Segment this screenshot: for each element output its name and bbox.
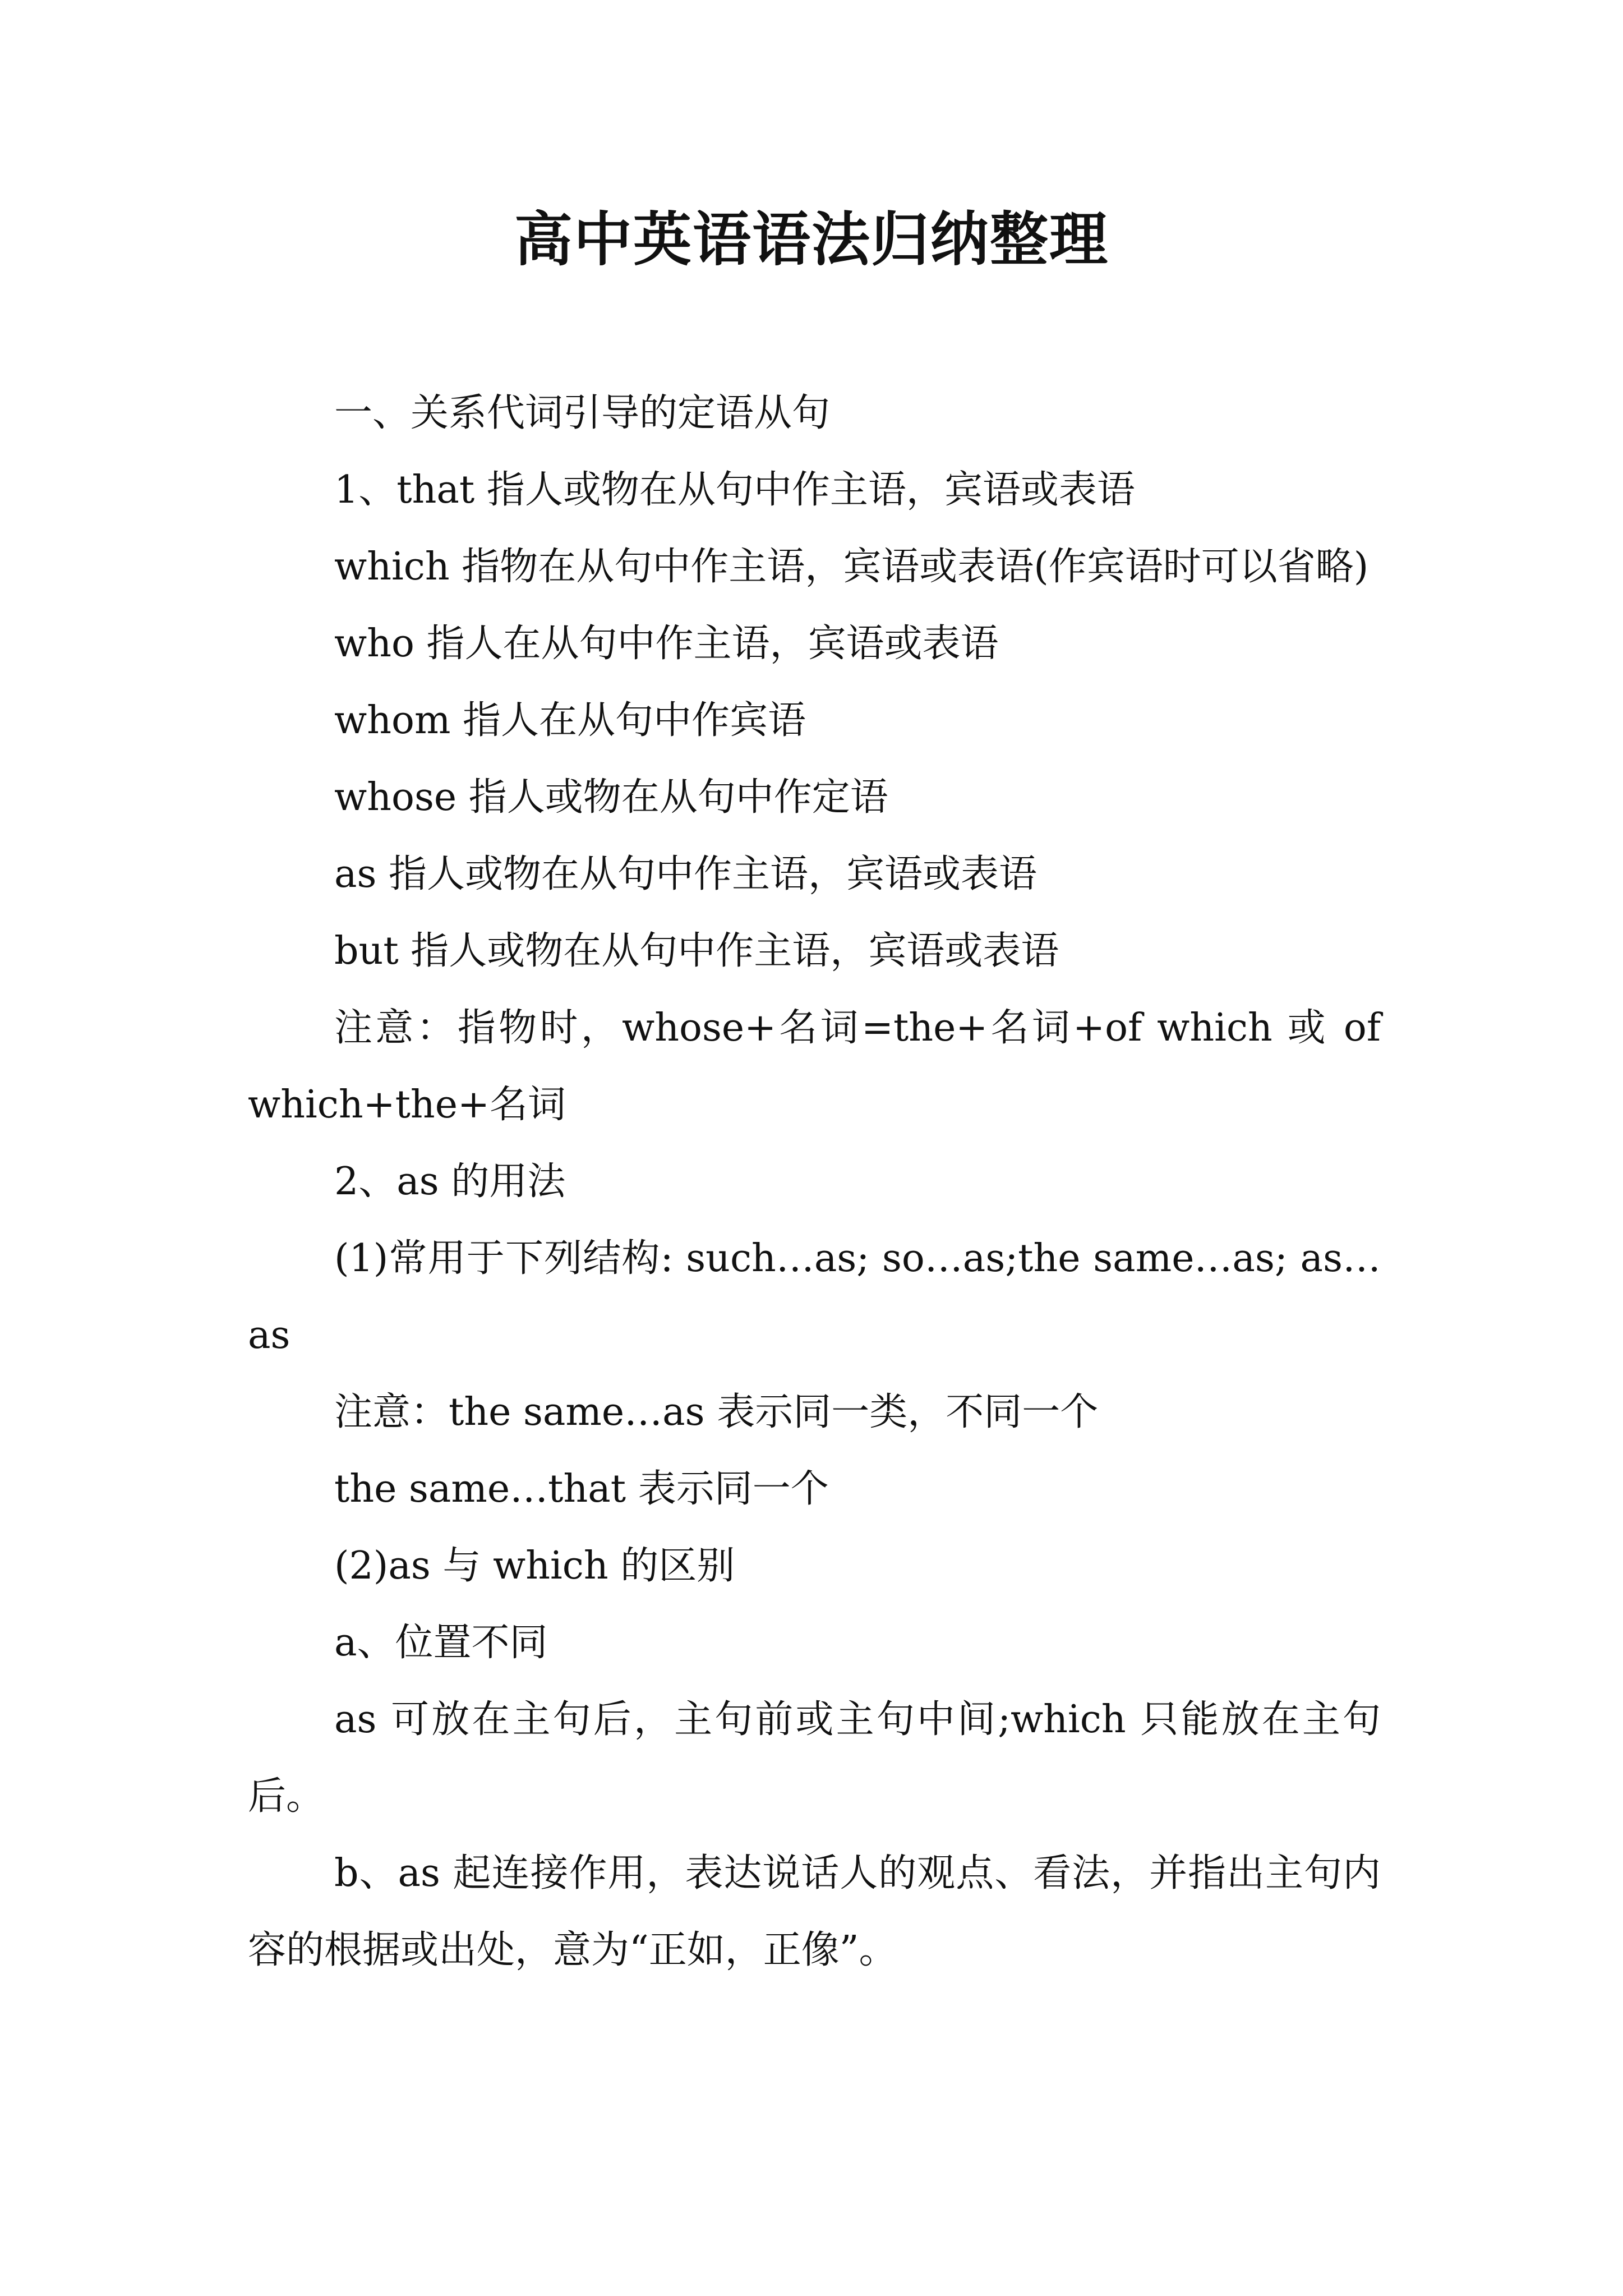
document-body: [248, 375, 1381, 1989]
note-paragraph: 注意：the same…as 表示同一类，不同一个: [334, 1390, 1099, 1434]
paragraph: the same…that 表示同一个: [334, 1467, 829, 1511]
paragraph: but 指人或物在从句中作主语，宾语或表语: [334, 929, 1059, 973]
paragraph: who 指人在从句中作主语，宾语或表语: [334, 622, 999, 666]
paragraph: b、as 起连接作用，表达说话人的观点、看法，并指出主句内容的根据或出处，意为“正如，正像”。: [248, 1851, 1381, 1972]
paragraph: (2)as 与 which 的区别: [334, 1544, 735, 1588]
document-title: 高中英语语法归纳整理: [514, 205, 1109, 274]
paragraph: whose 指人或物在从句中作定语: [334, 775, 888, 820]
paragraph: as 可放在主句后，主句前或主句中间;which 只能放在主句后。: [248, 1697, 1381, 1819]
paragraph: whom 指人在从句中作宾语: [334, 698, 806, 743]
paragraph: (1)常用于下列结构: such…as; so…as;the same…as; as…as: [248, 1236, 1381, 1358]
section-heading: 一、关系代词引导的定语从句: [334, 391, 831, 435]
paragraph: 1、that 指人或物在从句中作主语，宾语或表语: [334, 468, 1135, 512]
paragraph: a、位置不同: [334, 1621, 548, 1665]
paragraph: which 指物在从句中作主语，宾语或表语(作宾语时可以省略): [334, 545, 1369, 589]
subsection-heading: 2、as 的用法: [334, 1159, 566, 1204]
paragraph: as 指人或物在从句中作主语，宾语或表语: [334, 852, 1038, 896]
note-paragraph: 注意：指物时，whose+名词=the+名词+of which 或 of which+the+名词: [248, 1006, 1381, 1127]
